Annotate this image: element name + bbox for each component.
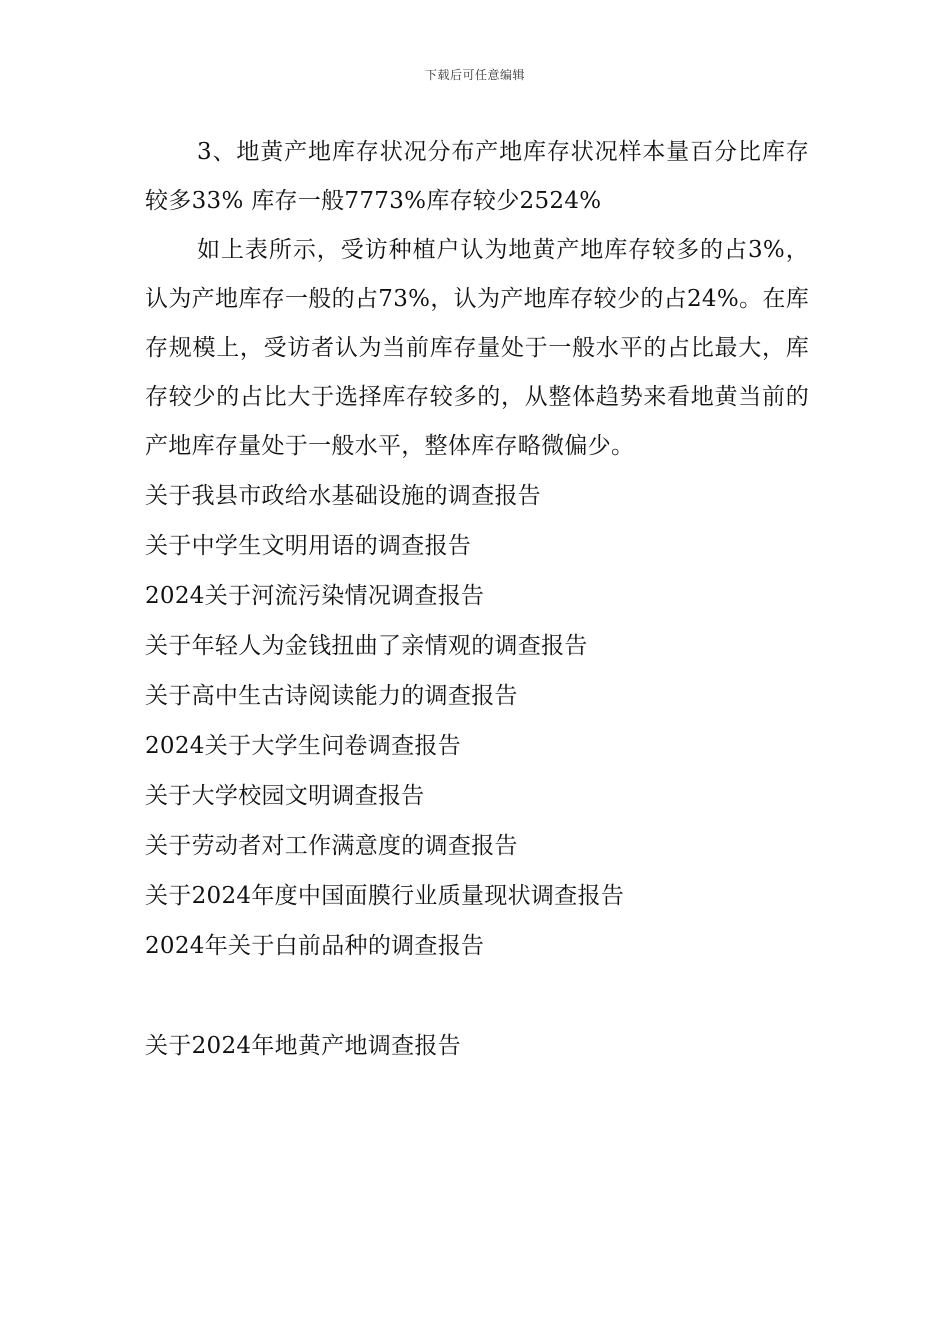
related-link-item[interactable]: 2024关于大学生问卷调查报告: [145, 733, 462, 759]
related-link-item[interactable]: 关于我县市政给水基础设施的调查报告: [145, 483, 542, 509]
document-title-footer: 关于2024年地黄产地调查报告: [145, 1033, 462, 1059]
related-link-item[interactable]: 2024年关于白前品种的调查报告: [145, 933, 485, 959]
related-link-item[interactable]: 2024关于河流污染情况调查报告: [145, 583, 485, 609]
document-body: [145, 128, 809, 1071]
paragraph-inventory-analysis: 如上表所示，受访种植户认为地黄产地库存较多的占3%，认为产地库存一般的占73%，认为产地库存较少的占24%。在库存规模上，受访者认为当前库存量处于一般水平的占比最大，库存较少的占比大于选择库存较多的，从整体趋势来看地黄当前的产地库存量处于一般水平，整体库存略微偏少。: [145, 237, 809, 459]
related-link-item[interactable]: 关于年轻人为金钱扭曲了亲情观的调查报告: [145, 633, 588, 659]
related-link-item[interactable]: 关于大学校园文明调查报告: [145, 783, 425, 809]
related-link-item[interactable]: 关于高中生古诗阅读能力的调查报告: [145, 683, 518, 709]
related-link-item[interactable]: 关于2024年度中国面膜行业质量现状调查报告: [145, 883, 625, 909]
related-links-list: [145, 471, 809, 971]
related-link-item[interactable]: 关于劳动者对工作满意度的调查报告: [145, 833, 518, 859]
related-link-item[interactable]: 关于中学生文明用语的调查报告: [145, 533, 472, 559]
paragraph-inventory-distribution: 3、地黄产地库存状况分布产地库存状况样本量百分比库存较多33% 库存一般7773%库存较少2524%: [145, 139, 809, 214]
page-header-note: 下载后可任意编辑: [424, 68, 525, 82]
